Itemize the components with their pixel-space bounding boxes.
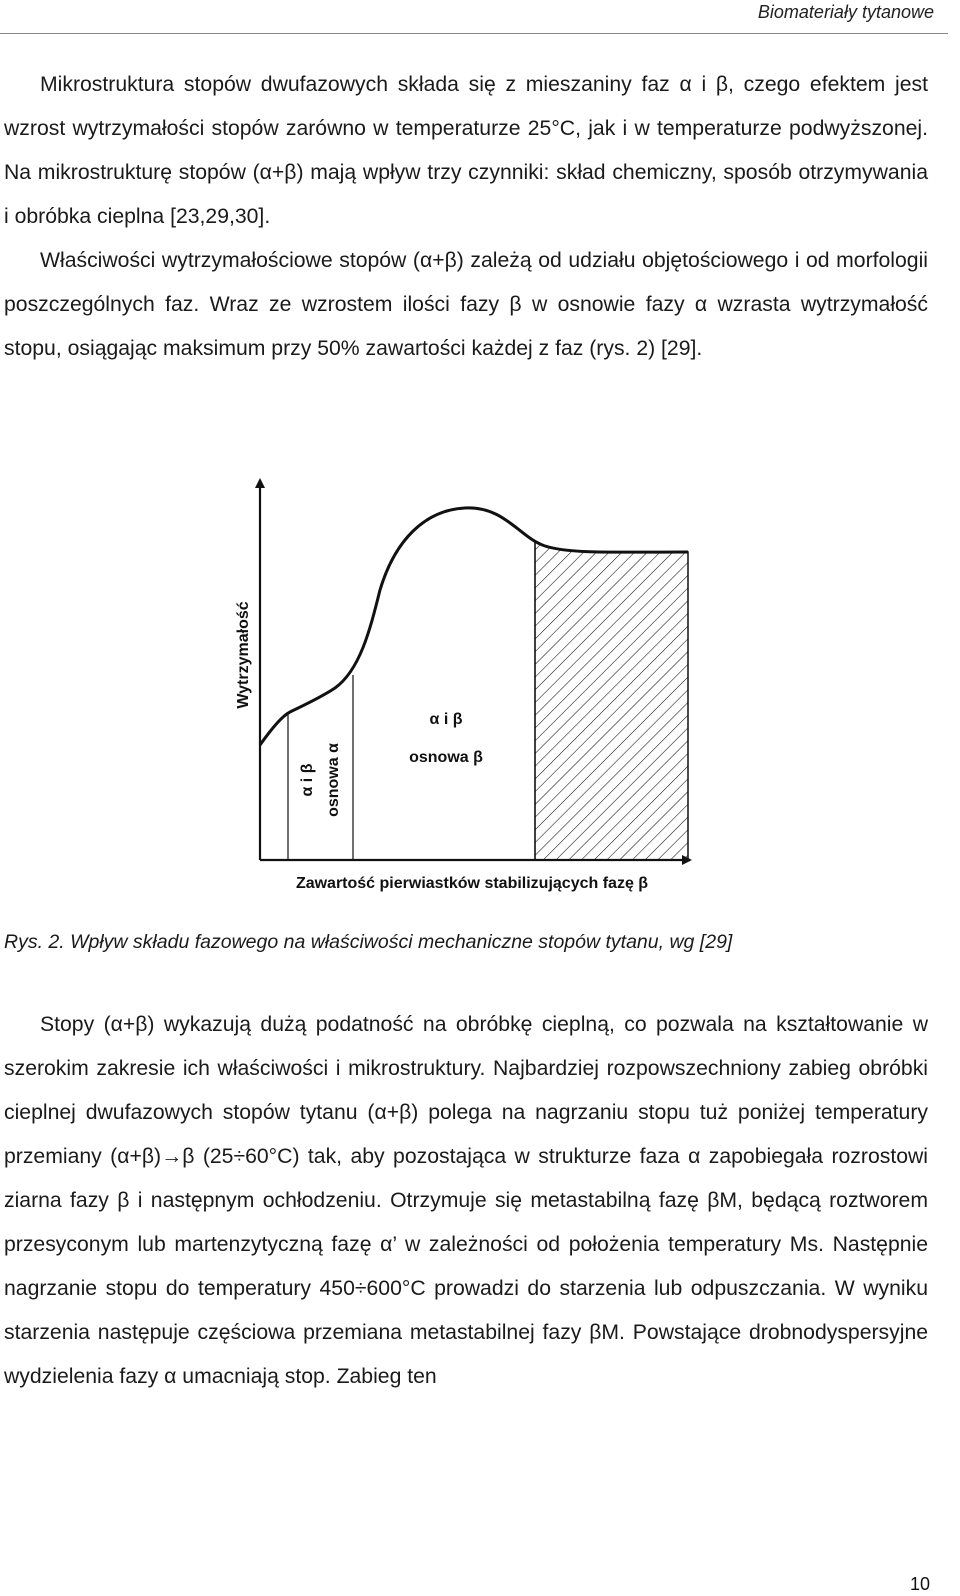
header-rule (0, 33, 948, 34)
paragraph-1-sentence-2: Właściwości wytrzymałościowe stopów (α+β) zależą od udziału objętościowego i od morfologii poszczególnych faz. Wraz ze wzrostem ilości fazy β w osnowie fazy α wzrasta wytrzymałość stopu, osiągając maksimum przy 50% zawartości każdej z faz (rys. 2) [29]. (4, 249, 928, 360)
paragraph-2-sentence-2: Najbardziej rozpowszechniony zabieg obróbki cieplnej dwufazowych stopów tytanu (α+β) polega na nagrzaniu stopu tuż poniżej temperatury przemiany (α+β)→β (25÷60°C) tak, aby pozostająca w strukturze faza α zapobiegała rozrostowi ziarna fazy β i następnym ochłodzeniu. (4, 1057, 928, 1212)
hatched-region (535, 541, 688, 860)
paragraph-2-sentence-4: Następnie nagrzanie stopu do temperatury 450÷600°C prowadzi do starzenia lub odpuszczania. (4, 1233, 929, 1300)
paragraph-2-sentence-1: Stopy (α+β) wykazują dużą podatność na obróbkę cieplną, co pozwala na kształtowanie w szerokim zakresie ich właściwości i mikrostruktury. (4, 1013, 928, 1080)
paragraph-1-sentence-1: Mikrostruktura stopów dwufazowych składa się z mieszaniny faz α i β, czego efektem jest wzrost wytrzymałości stopów zarówno w temperaturze 25°C, jak i w temperaturze podwyższonej. Na mikrostrukturę stopów (α+β) mają wpływ trzy czynniki: skład chemiczny, sposób otrzymywania i obróbka cieplna [23,29,30]. (4, 73, 928, 228)
x-axis-label: Zawartość pierwiastków stabilizujących fazę β (295, 875, 649, 892)
running-header: Biomateriały tytanowe (757, 2, 934, 22)
region-3-label-line-1: α i β (429, 711, 463, 728)
region-2-label: osnowa α (325, 743, 342, 817)
figure-caption: Rys. 2. Wpływ składu fazowego na właściwości mechaniczne stopów tytanu, wg [29] (4, 931, 733, 953)
region-1-label: α i β (299, 763, 316, 797)
paragraph-2-sentence-3: Otrzymuje się metastabilną fazę βM, będącą roztworem przesyconym lub martenzytyczną fazę α’ w zależności od położenia temperatury Ms. (4, 1189, 928, 1256)
paragraph-2 (4, 1003, 928, 1399)
y-axis-label: Wytrzymałość (235, 601, 252, 709)
page-number: 10 (909, 1574, 930, 1594)
paragraph-2-sentence-5: W wyniku starzenia następuje częściowa przemiana metastabilnej fazy βM. (4, 1277, 929, 1344)
paragraph-2-sentence-6: Powstające drobnodyspersyjne wydzielenia fazy α umacniają stop. Zabieg ten (4, 1321, 929, 1388)
paragraph-1 (4, 63, 928, 371)
region-3-label-line-2: osnowa β (409, 749, 483, 766)
figure-chart (220, 470, 700, 900)
